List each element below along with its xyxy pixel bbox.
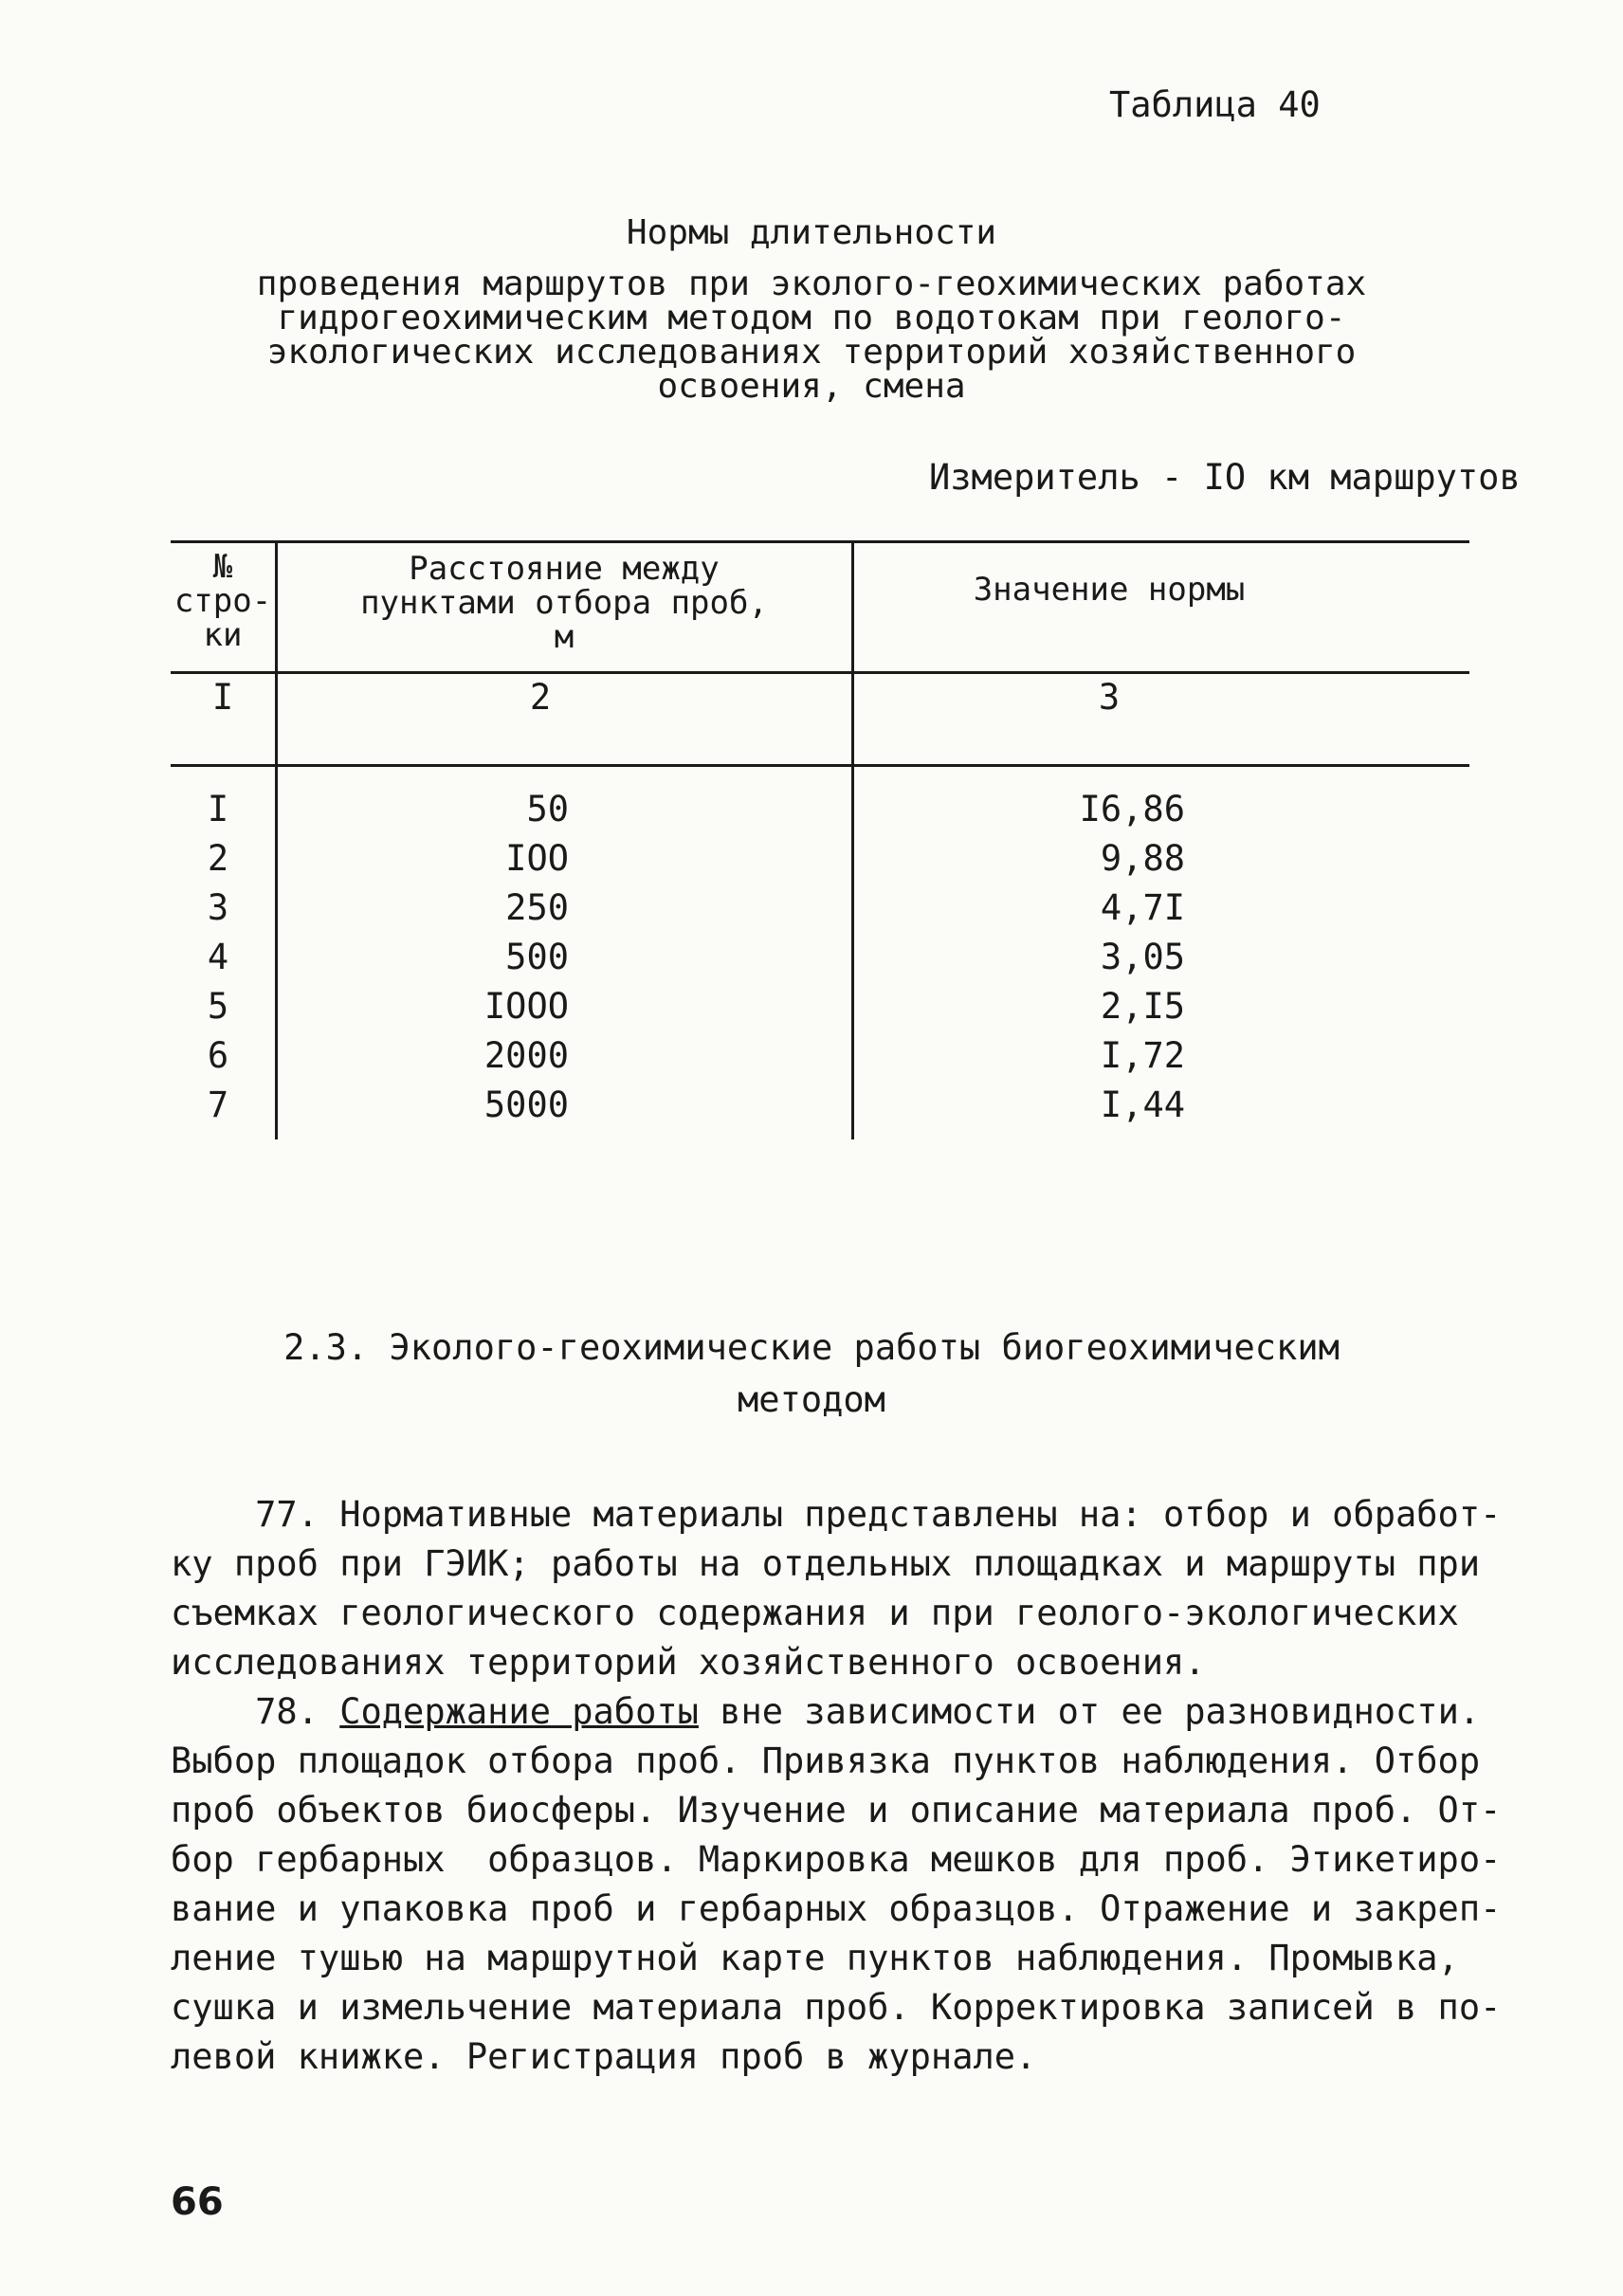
- paragraph-78-line-6: ление тушью на маршрутной карте пунктов наблюдения. Промывка,: [171, 1938, 1459, 1978]
- row-value: I,44: [1100, 1084, 1185, 1125]
- table-title-line-4: экологических исследованиях территорий хозяйственного: [266, 333, 1357, 372]
- row-value: I6,86: [1079, 789, 1185, 829]
- row-number: 7: [207, 1084, 229, 1125]
- header-distance-line-2: пунктами отбора проб,: [360, 584, 768, 622]
- measurement-unit: Измеритель - IO км маршрутов: [929, 457, 1521, 498]
- row-number: 2: [207, 838, 229, 879]
- row-value: I,72: [1100, 1035, 1185, 1076]
- header-row-no-line-2: стро-: [173, 582, 272, 620]
- page-number: 66: [171, 2180, 224, 2224]
- row-number: I: [207, 789, 229, 829]
- paragraph-77-line-3: съемках геологического содержания и при геолого-экологических: [171, 1593, 1459, 1633]
- row-number: 3: [207, 887, 229, 928]
- col-number-3: 3: [1098, 677, 1121, 718]
- header-distance-line-1: Расстояние между: [409, 550, 720, 588]
- paragraph-78-line-1-rest: вне зависимости от ее разновидности.: [698, 1691, 1481, 1732]
- paragraph-77-line-4: исследованиях территорий хозяйственного освоения.: [171, 1642, 1206, 1683]
- header-distance-line-3: м: [554, 618, 574, 656]
- table-label: Таблица 40: [1109, 84, 1321, 125]
- paragraph-78-line-3: проб объектов биосферы. Изучение и описание материала проб. От-: [171, 1790, 1502, 1831]
- table-title-line-2: проведения маршрутов при эколого-геохимических работах: [256, 264, 1367, 303]
- col-number-1: I: [211, 677, 234, 718]
- section-heading-line-2: методом: [738, 1379, 885, 1420]
- paragraph-78-line-8: левой книжке. Регистрация проб в журнале.: [171, 2036, 1037, 2077]
- row-distance: IOO: [505, 838, 569, 879]
- row-number: 6: [207, 1035, 229, 1076]
- table-title-line-5: освоения, смена: [657, 367, 966, 406]
- table-divider-2: [851, 540, 854, 1139]
- table-title-line-3: гидрогеохимическим методом по водотокам при геолого-: [277, 299, 1346, 337]
- row-distance: 250: [505, 887, 569, 928]
- paragraph-77-line-1: 77. Нормативные материалы представлены на: отбор и обработ-: [171, 1494, 1502, 1535]
- row-number: 5: [207, 986, 229, 1027]
- header-norm-value: Значение нормы: [973, 571, 1246, 609]
- row-number: 4: [207, 937, 229, 977]
- table-title-line-1: Нормы длительности: [626, 213, 997, 252]
- paragraph-78-line-4: бор гербарных образцов. Маркировка мешков для проб. Этикетиро-: [171, 1839, 1502, 1880]
- row-value: 4,7I: [1100, 887, 1185, 928]
- row-distance: 500: [505, 937, 569, 977]
- table-divider-1: [275, 540, 278, 1139]
- work-content-term: Содержание работы: [339, 1691, 699, 1732]
- paragraph-78-line-5: вание и упаковка проб и гербарных образцов. Отражение и закреп-: [171, 1888, 1502, 1929]
- row-distance: 2000: [483, 1035, 569, 1076]
- paragraph-78-line-2: Выбор площадок отбора проб. Привязка пунктов наблюдения. Отбор: [171, 1740, 1481, 1781]
- section-heading-line-1: 2.3. Эколого-геохимические работы биогеохимическим: [283, 1327, 1340, 1368]
- paragraph-78-line-7: сушка и измельчение материала проб. Корректировка записей в по-: [171, 1987, 1502, 2028]
- paragraph-78-number: 78.: [171, 1691, 340, 1732]
- row-value: 2,I5: [1100, 986, 1185, 1027]
- row-distance: 5000: [483, 1084, 569, 1125]
- table-header-rule: [171, 671, 1469, 674]
- row-distance: 50: [526, 789, 569, 829]
- row-value: 3,05: [1100, 937, 1185, 977]
- table-top-rule: [171, 540, 1469, 543]
- header-row-no-line-1: №: [212, 548, 233, 586]
- paragraph-78-line-1: [171, 1687, 1480, 1737]
- col-number-2: 2: [529, 677, 552, 718]
- paragraph-77-line-2: ку проб при ГЭИК; работы на отдельных площадках и маршруты при: [171, 1543, 1481, 1584]
- row-value: 9,88: [1100, 838, 1185, 879]
- table-colnum-rule: [171, 764, 1469, 767]
- header-row-no-line-3: ки: [203, 616, 243, 654]
- row-distance: IOOO: [483, 986, 569, 1027]
